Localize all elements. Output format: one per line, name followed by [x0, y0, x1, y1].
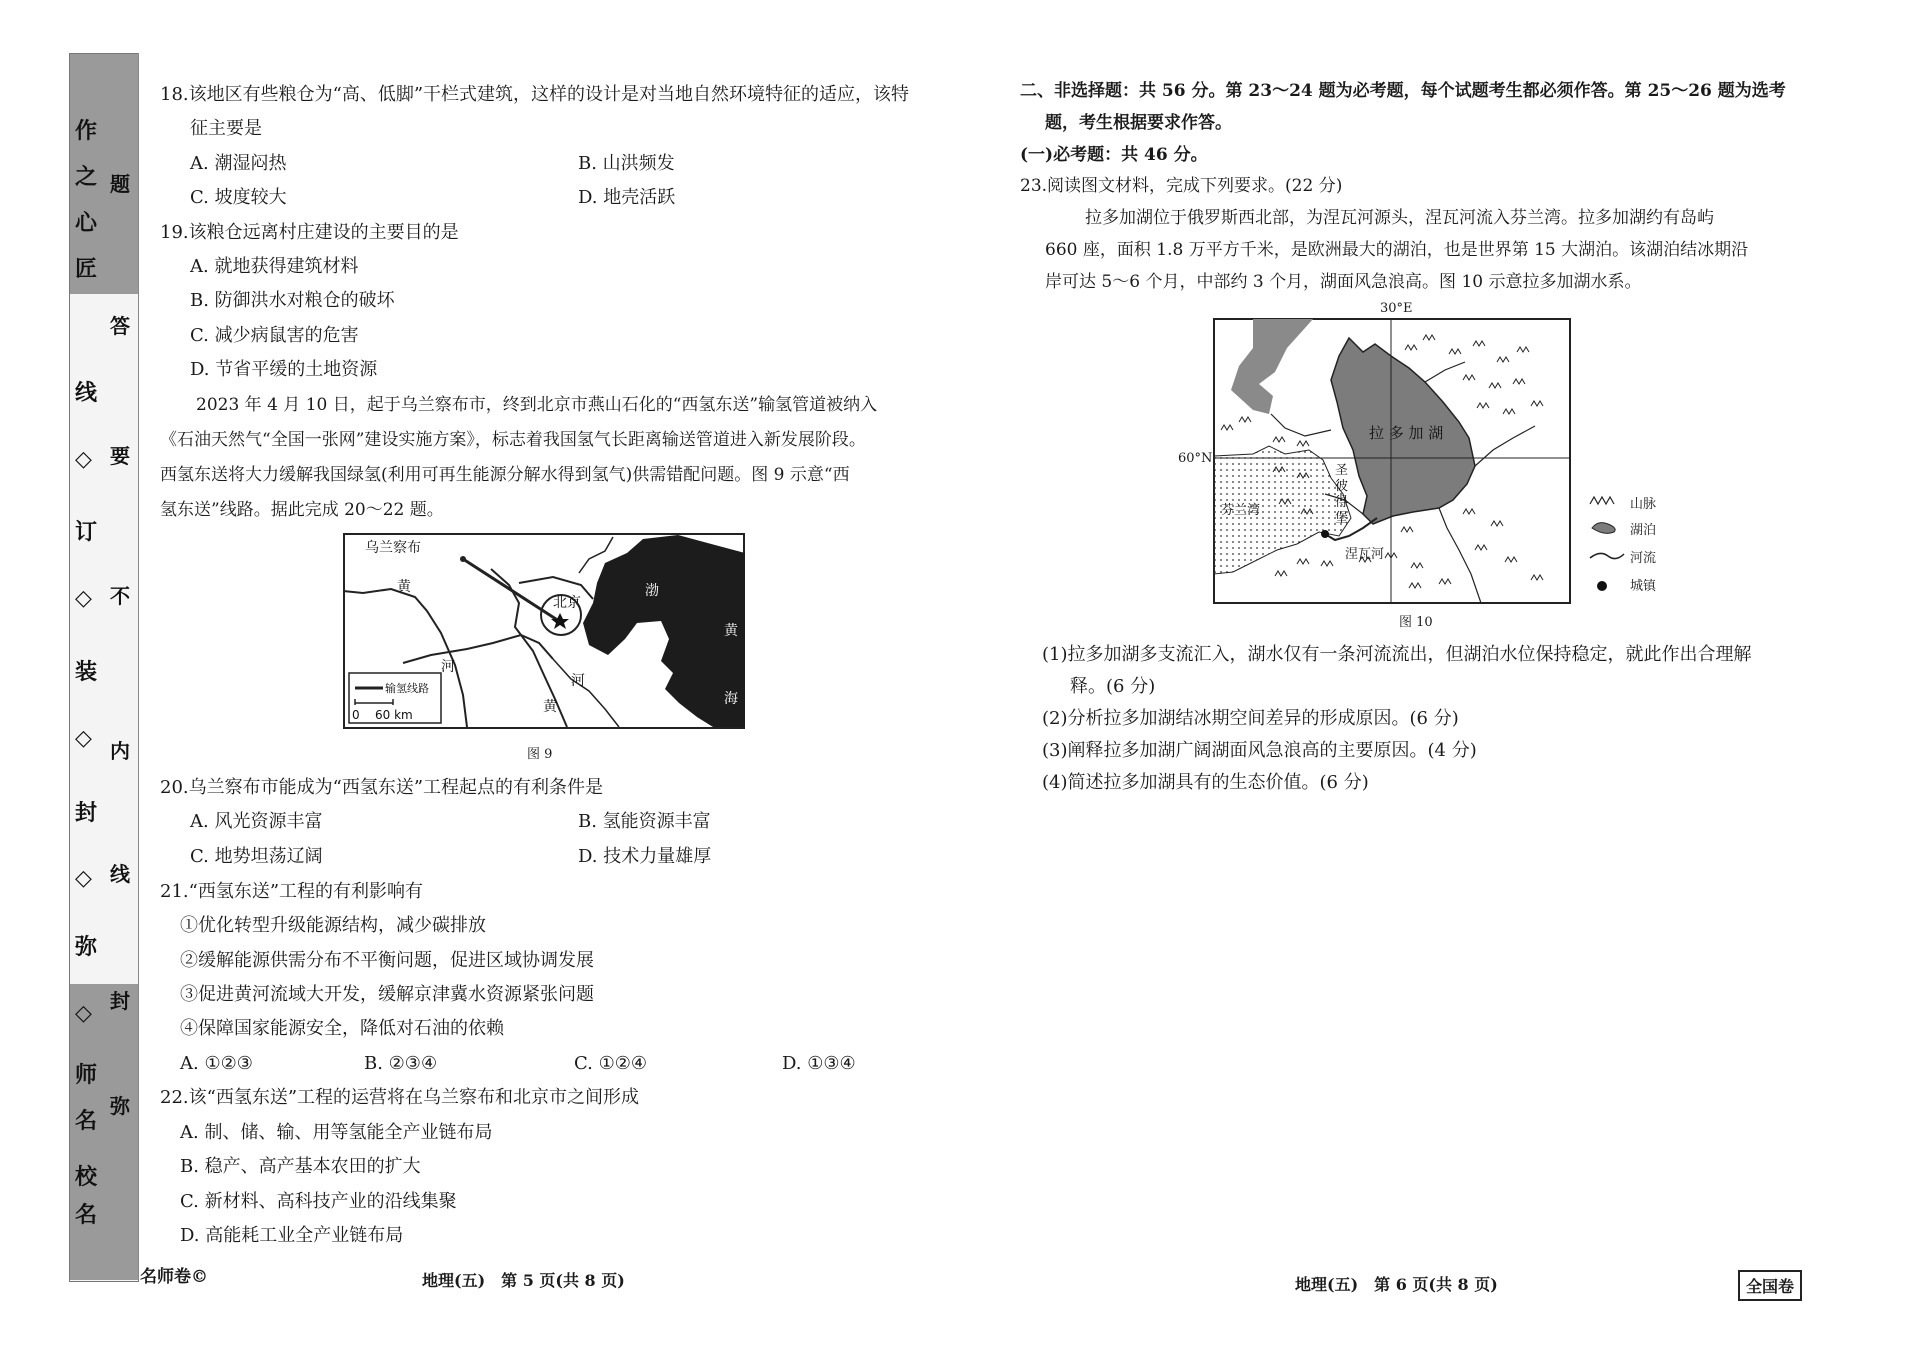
strip-char: 封 — [110, 989, 130, 1013]
fig10-legend-symbols — [1586, 492, 1626, 596]
fig9-label-huang-1: 黄 — [397, 579, 411, 595]
q22-stem: 22.该“西氢东送”工程的运营将在乌兰察布和北京市之间形成 — [160, 1087, 640, 1108]
fig9-label-ulanqab: 乌兰察布 — [365, 540, 421, 556]
q23-passage-line: 660 座，面积 1.8 万平方千米，是欧洲最大的湖泊，也是世界第 15 大湖泊。该湖泊结冰期沿 — [1045, 240, 1749, 260]
q19-option-d: D. 节省平缓的土地资源 — [190, 359, 378, 380]
strip-char: 封 — [75, 800, 98, 826]
q18-stem-line2: 征主要是 — [190, 118, 262, 139]
subsection-title: (一)必考题：共 46 分。 — [1020, 145, 1208, 165]
strip-char: 心 — [75, 210, 98, 236]
national-paper-badge: 全国卷 — [1738, 1270, 1802, 1301]
strip-diamond: ◇ — [75, 1000, 92, 1026]
strip-char: 装 — [75, 659, 98, 685]
fig10-legend-mountain: 山脉 — [1630, 497, 1657, 512]
strip-char: 之 — [75, 164, 98, 190]
q20-stem: 20.乌兰察布市能成为“西氢东送”工程起点的有利条件是 — [160, 777, 604, 798]
q21-item-4: ④保障国家能源安全，降低对石油的依赖 — [180, 1018, 504, 1039]
strip-char: 名 — [75, 1202, 98, 1228]
fig9-label-bo: 渤 — [645, 583, 659, 599]
strip-char: 不 — [110, 584, 130, 608]
section-title-line1: 二、非选择题：共 56 分。第 23～24 题为必考题，每个试题考生都必须作答。第 25～26 题为选考 — [1020, 81, 1786, 101]
strip-char: 名 — [75, 1108, 98, 1134]
fig10-lat-label: 60°N — [1178, 451, 1213, 466]
strip-char: 弥 — [75, 934, 98, 960]
q20-option-c: C. 地势坦荡辽阔 — [190, 846, 323, 867]
q22-option-a: A. 制、储、输、用等氢能全产业链布局 — [180, 1122, 493, 1143]
q18-option-a: A. 潮湿闷热 — [190, 153, 287, 174]
passage-line: 西氢东送将大力缓解我国绿氢(利用可再生能源分解水得到氢气)供需错配问题。图 9 示意“西 — [160, 465, 850, 485]
strip-char: 校 — [75, 1164, 98, 1190]
q22-option-c: C. 新材料、高科技产业的沿线集聚 — [180, 1191, 457, 1212]
q20-option-b: B. 氢能资源丰富 — [578, 811, 711, 832]
figure-10-map — [1213, 318, 1571, 604]
q23-sub-1-line1: (1)拉多加湖多支流汇入，湖水仅有一条河流流出，但湖泊水位保持稳定，就此作出合理解 — [1042, 644, 1752, 665]
strip-char: 题 — [110, 172, 130, 196]
fig10-legend-lake: 湖泊 — [1630, 523, 1657, 538]
fig9-label-he-2: 河 — [571, 673, 585, 689]
fig10-caption: 图 10 — [1399, 615, 1433, 630]
figure-9-map — [343, 533, 745, 729]
q21-item-1: ①优化转型升级能源结构，减少碳排放 — [180, 915, 486, 936]
strip-char: 作 — [75, 118, 98, 144]
fig9-label-hai-1: 海 — [643, 627, 657, 643]
q23-sub-4: (4)简述拉多加湖具有的生态价值。(6 分) — [1042, 772, 1369, 793]
footer-page-5: 地理(五) 第 5 页(共 8 页) — [422, 1271, 625, 1290]
q23-passage-line: 拉多加湖位于俄罗斯西北部，为涅瓦河源头，涅瓦河流入芬兰湾。拉多加湖约有岛屿 — [1085, 208, 1714, 228]
strip-char: 匠 — [75, 256, 98, 282]
strip-diamond: ◇ — [75, 446, 92, 472]
strip-char: 订 — [75, 519, 98, 545]
q18-option-d: D. 地壳活跃 — [578, 187, 676, 208]
fig9-caption: 图 9 — [527, 747, 553, 762]
margin-dashed-line — [138, 53, 139, 1280]
fig9-legend-pipeline: 输氢线路 — [385, 682, 429, 695]
q23-sub-3: (3)阐释拉多加湖广阔湖面风急浪高的主要原因。(4 分) — [1042, 740, 1477, 761]
strip-diamond: ◇ — [75, 585, 92, 611]
strip-char: 答 — [110, 314, 130, 338]
strip-char: 线 — [110, 862, 130, 886]
q21-option-c: C. ①②④ — [574, 1053, 647, 1074]
q23-sub-2: (2)分析拉多加湖结冰期空间差异的形成原因。(6 分) — [1042, 708, 1459, 729]
strip-diamond: ◇ — [75, 725, 92, 751]
fig9-scale-60km: 60 km — [375, 708, 413, 722]
q23-passage-line: 岸可达 5～6 个月，中部约 3 个月，湖面风急浪高。图 10 示意拉多加湖水系。 — [1045, 272, 1642, 292]
q22-option-d: D. 高能耗工业全产业链布局 — [180, 1225, 404, 1246]
fig10-legend-city: 城镇 — [1630, 579, 1657, 594]
footer-page-6: 地理(五) 第 6 页(共 8 页) — [1295, 1275, 1498, 1294]
strip-char: 弥 — [110, 1094, 130, 1118]
q21-item-2: ②缓解能源供需分布不平衡问题，促进区域协调发展 — [180, 950, 594, 971]
section-title-line2: 题，考生根据要求作答。 — [1045, 113, 1232, 133]
q18-option-b: B. 山洪频发 — [578, 153, 675, 174]
passage-line: 《石油天然气“全国一张网”建设实施方案》，标志着我国氢气长距离输送管道进入新发展阶段。 — [160, 430, 866, 450]
q19-option-a: A. 就地获得建筑材料 — [190, 256, 359, 277]
fig10-city-label-char: 堡 — [1335, 511, 1349, 526]
q19-option-b: B. 防御洪水对粮仓的破坏 — [190, 290, 395, 311]
passage-line: 2023 年 4 月 10 日，起于乌兰察布市，终到北京市燕山石化的“西氢东送”输氢管道被纳入 — [196, 395, 878, 415]
q21-option-b: B. ②③④ — [364, 1053, 438, 1074]
fig9-label-beijing: 北京 — [553, 595, 581, 611]
fig9-label-hai-2: 海 — [724, 691, 738, 707]
strip-char: 内 — [110, 739, 130, 763]
q19-stem: 19.该粮仓远离村庄建设的主要目的是 — [160, 222, 459, 243]
fig10-legend-river: 河流 — [1630, 551, 1657, 566]
fig10-city-label-char: 得 — [1335, 495, 1349, 510]
passage-line: 氢东送”线路。据此完成 20～22 题。 — [160, 500, 444, 520]
q19-option-c: C. 减少病鼠害的危害 — [190, 325, 359, 346]
q23-sub-1-line2: 释。(6 分) — [1070, 676, 1156, 697]
q20-option-d: D. 技术力量雄厚 — [578, 846, 712, 867]
q23-stem: 23.阅读图文材料，完成下列要求。(22 分) — [1020, 176, 1343, 196]
q21-item-3: ③促进黄河流域大开发，缓解京津冀水资源紧张问题 — [180, 984, 594, 1005]
fig9-label-huang-3: 黄 — [724, 623, 738, 639]
fig9-label-he-1: 河 — [441, 659, 455, 675]
strip-diamond: ◇ — [75, 865, 92, 891]
q22-option-b: B. 稳产、高产基本农田的扩大 — [180, 1156, 421, 1177]
fig10-river-label: 涅瓦河 — [1345, 547, 1385, 562]
q18-option-c: C. 坡度较大 — [190, 187, 287, 208]
fig9-scale-zero: 0 — [352, 708, 360, 722]
fig10-gulf-label: 芬兰湾 — [1221, 503, 1261, 518]
q21-stem: 21.“西氢东送”工程的有利影响有 — [160, 881, 424, 902]
strip-char: 线 — [75, 380, 98, 406]
fig10-lake-label: 拉 多 加 湖 — [1369, 424, 1444, 442]
q21-option-a: A. ①②③ — [180, 1053, 253, 1074]
strip-char: 师 — [75, 1062, 98, 1088]
strip-char: 要 — [110, 444, 130, 468]
q20-option-a: A. 风光资源丰富 — [190, 811, 323, 832]
footer-brand: 名师卷© — [140, 1267, 208, 1287]
q21-option-d: D. ①③④ — [782, 1053, 856, 1074]
fig10-lon-label: 30°E — [1380, 301, 1413, 316]
fig10-city-label-char: 圣 — [1335, 463, 1349, 478]
fig10-city-label-char: 彼 — [1335, 479, 1349, 494]
fig9-label-huang-2: 黄 — [543, 699, 557, 715]
q18-stem-line1: 18.该地区有些粮仓为“高、低脚”干栏式建筑，这样的设计是对当地自然环境特征的适应，该特 — [160, 84, 910, 105]
